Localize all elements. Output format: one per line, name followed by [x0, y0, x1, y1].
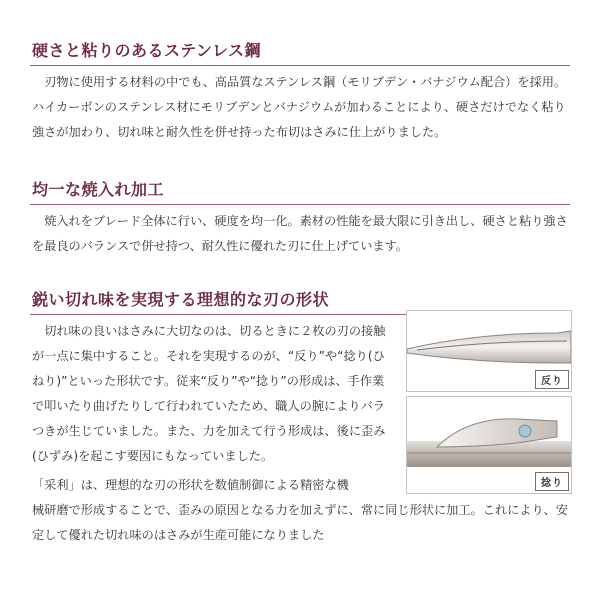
paragraph-blade-shape-1: 切れ味の良いはさみに大切なのは、切るときに２枚の刃の接触が一点に集中すること。それを実現するのが、“反り”や“捻り(ひねり)”といった形状です。従来“反り”や“捻り”の形成は、手作業で叩いたり曲げたりして行われていたため、職人の腕によりバラつきが生じていました。また、力を加えて行う形成は、後に歪み(ひずみ)を起こす要因にもなっていました。: [32, 324, 386, 463]
blade-shape-full-width: [30, 498, 570, 548]
section-hardening: [30, 177, 570, 259]
paragraph-steel: 刃物に使用する材料の中でも、高品質なステンレス鋼（モリブデン・バナジウム配合）を採用。ハイカーボンのステンレス材にモリブデンとバナジウムが加わることにより、硬さだけでなく粘り強さが加わり、切れ味と耐久性を併せ持った布切はさみに仕上がりました。: [32, 75, 567, 139]
heading-hardening: 均一な焼入れ加工: [30, 177, 570, 205]
figure-sori: [406, 310, 572, 392]
figure-hineri: [406, 396, 572, 494]
figure-label-hineri: 捻り: [535, 472, 569, 491]
heading-steel: 硬さと粘りのあるステンレス鋼: [30, 38, 570, 66]
blade-shape-column: [30, 315, 390, 498]
heading-blade-shape: 鋭い切れ味を実現する理想的な刃の形状: [30, 287, 570, 315]
paragraph-hardening: 焼入れをブレード全体に行い、硬度を均一化。素材の性能を最大限に引き出し、硬さと粘り強さを最良のバランスで併せ持つ、耐久性に優れた刃に仕上げています。: [32, 214, 568, 253]
paragraph-blade-shape-3: 械研磨で形成することで、歪みの原因となる力を加えずに、常に同じ形状に加工。これにより、安定して優れた切れ味のはさみが生産可能になりました: [32, 503, 569, 542]
paragraph-blade-shape-2: 「采利」は、理想的な刃の形状を数値制御による精密な機: [32, 478, 349, 492]
section-steel: [30, 38, 570, 145]
figure-label-sori: 反り: [535, 370, 569, 389]
